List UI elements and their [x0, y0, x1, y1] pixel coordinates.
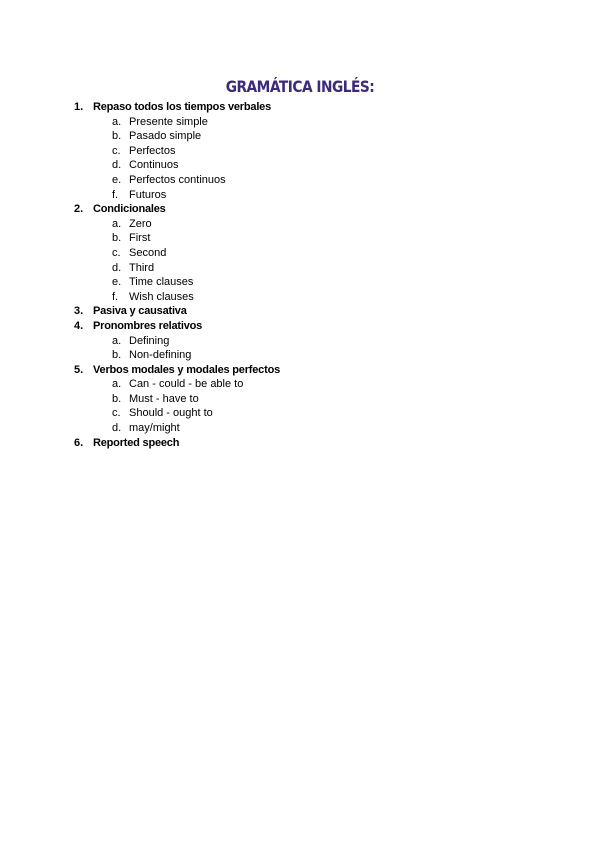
outline-subtopic	[74, 158, 534, 173]
subtopic-label: Zero	[129, 217, 152, 230]
subtopic-label: Time clauses	[129, 276, 194, 289]
outline-topic	[74, 304, 534, 319]
outline-subtopic	[74, 261, 534, 276]
subtopic-letter: d.	[112, 159, 122, 172]
page-title: GRAMÁTICA INGLÉS:	[225, 77, 375, 96]
subtopic-letter: b.	[112, 392, 122, 405]
outline-subtopic	[74, 275, 534, 290]
topic-number: 2.	[74, 203, 84, 216]
outline-subtopic	[74, 188, 534, 203]
outline-subtopic	[74, 246, 534, 261]
subtopic-label: Can - could - be able to	[129, 378, 244, 391]
subtopic-label: Third	[129, 261, 155, 274]
subtopic-letter: a.	[112, 334, 122, 347]
subtopic-label: Defining	[129, 334, 170, 347]
topic-label: Repaso todos los tiempos verbales	[93, 101, 272, 113]
topic-number: 1.	[74, 101, 84, 113]
outline-subtopic	[74, 377, 534, 392]
grammar-outline	[74, 100, 534, 450]
subtopic-letter: e.	[112, 173, 122, 186]
outline-topic	[74, 100, 534, 202]
outline-topic	[74, 202, 534, 304]
subtopic-letter: d.	[112, 261, 122, 274]
outline-subtopic	[74, 217, 534, 232]
topic-number: 4.	[74, 319, 84, 332]
outline-subtopic	[74, 421, 534, 436]
subtopic-label: Futuros	[129, 188, 167, 201]
subtopic-label: Must - have to	[129, 392, 199, 405]
subtopic-list	[74, 115, 534, 203]
outline-subtopic	[74, 129, 534, 144]
topic-label: Condicionales	[93, 203, 166, 216]
outline-topic	[74, 319, 534, 363]
outline-subtopic	[74, 173, 534, 188]
subtopic-label: Pasado simple	[129, 130, 202, 143]
subtopic-letter: b.	[112, 232, 122, 245]
subtopic-label: Perfectos	[129, 144, 176, 157]
subtopic-label: Should - ought to	[129, 407, 213, 420]
subtopic-label: Perfectos continuos	[129, 173, 226, 186]
outline-topic	[74, 363, 534, 436]
subtopic-label: Non-defining	[129, 349, 192, 362]
subtopic-letter: a.	[112, 115, 122, 128]
subtopic-label: may/might	[129, 422, 180, 435]
outline-topic	[74, 436, 534, 451]
subtopic-letter: a.	[112, 378, 122, 391]
outline-subtopic	[74, 115, 534, 130]
outline-subtopic	[74, 231, 534, 246]
outline-subtopic	[74, 290, 534, 305]
subtopic-letter: c.	[112, 144, 121, 157]
outline-subtopic	[74, 348, 534, 363]
topic-number: 5.	[74, 363, 84, 376]
subtopic-letter: a.	[112, 217, 122, 230]
subtopic-letter: b.	[112, 130, 122, 143]
subtopic-list	[74, 377, 534, 435]
topic-label: Verbos modales y modales perfectos	[93, 363, 280, 376]
topic-label: Reported speech	[93, 436, 180, 449]
subtopic-label: Presente simple	[129, 115, 208, 128]
subtopic-letter: b.	[112, 349, 122, 362]
subtopic-letter: f.	[112, 188, 119, 201]
subtopic-letter: e.	[112, 276, 122, 289]
subtopic-list	[74, 334, 534, 363]
topic-number: 3.	[74, 305, 84, 318]
outline-subtopic	[74, 334, 534, 349]
topic-label: Pronombres relativos	[93, 319, 203, 332]
subtopic-label: First	[129, 232, 151, 245]
topic-label: Pasiva y causativa	[93, 305, 187, 318]
outline-subtopic	[74, 406, 534, 421]
subtopic-label: Second	[129, 246, 167, 259]
outline-subtopic	[74, 392, 534, 407]
subtopic-label: Wish clauses	[129, 290, 194, 303]
subtopic-letter: c.	[112, 246, 121, 259]
subtopic-list	[74, 217, 534, 305]
subtopic-label: Continuos	[129, 159, 179, 172]
subtopic-letter: d.	[112, 422, 122, 435]
outline-subtopic	[74, 144, 534, 159]
topic-number: 6.	[74, 436, 84, 449]
subtopic-letter: c.	[112, 407, 121, 420]
subtopic-letter: f.	[112, 290, 119, 303]
